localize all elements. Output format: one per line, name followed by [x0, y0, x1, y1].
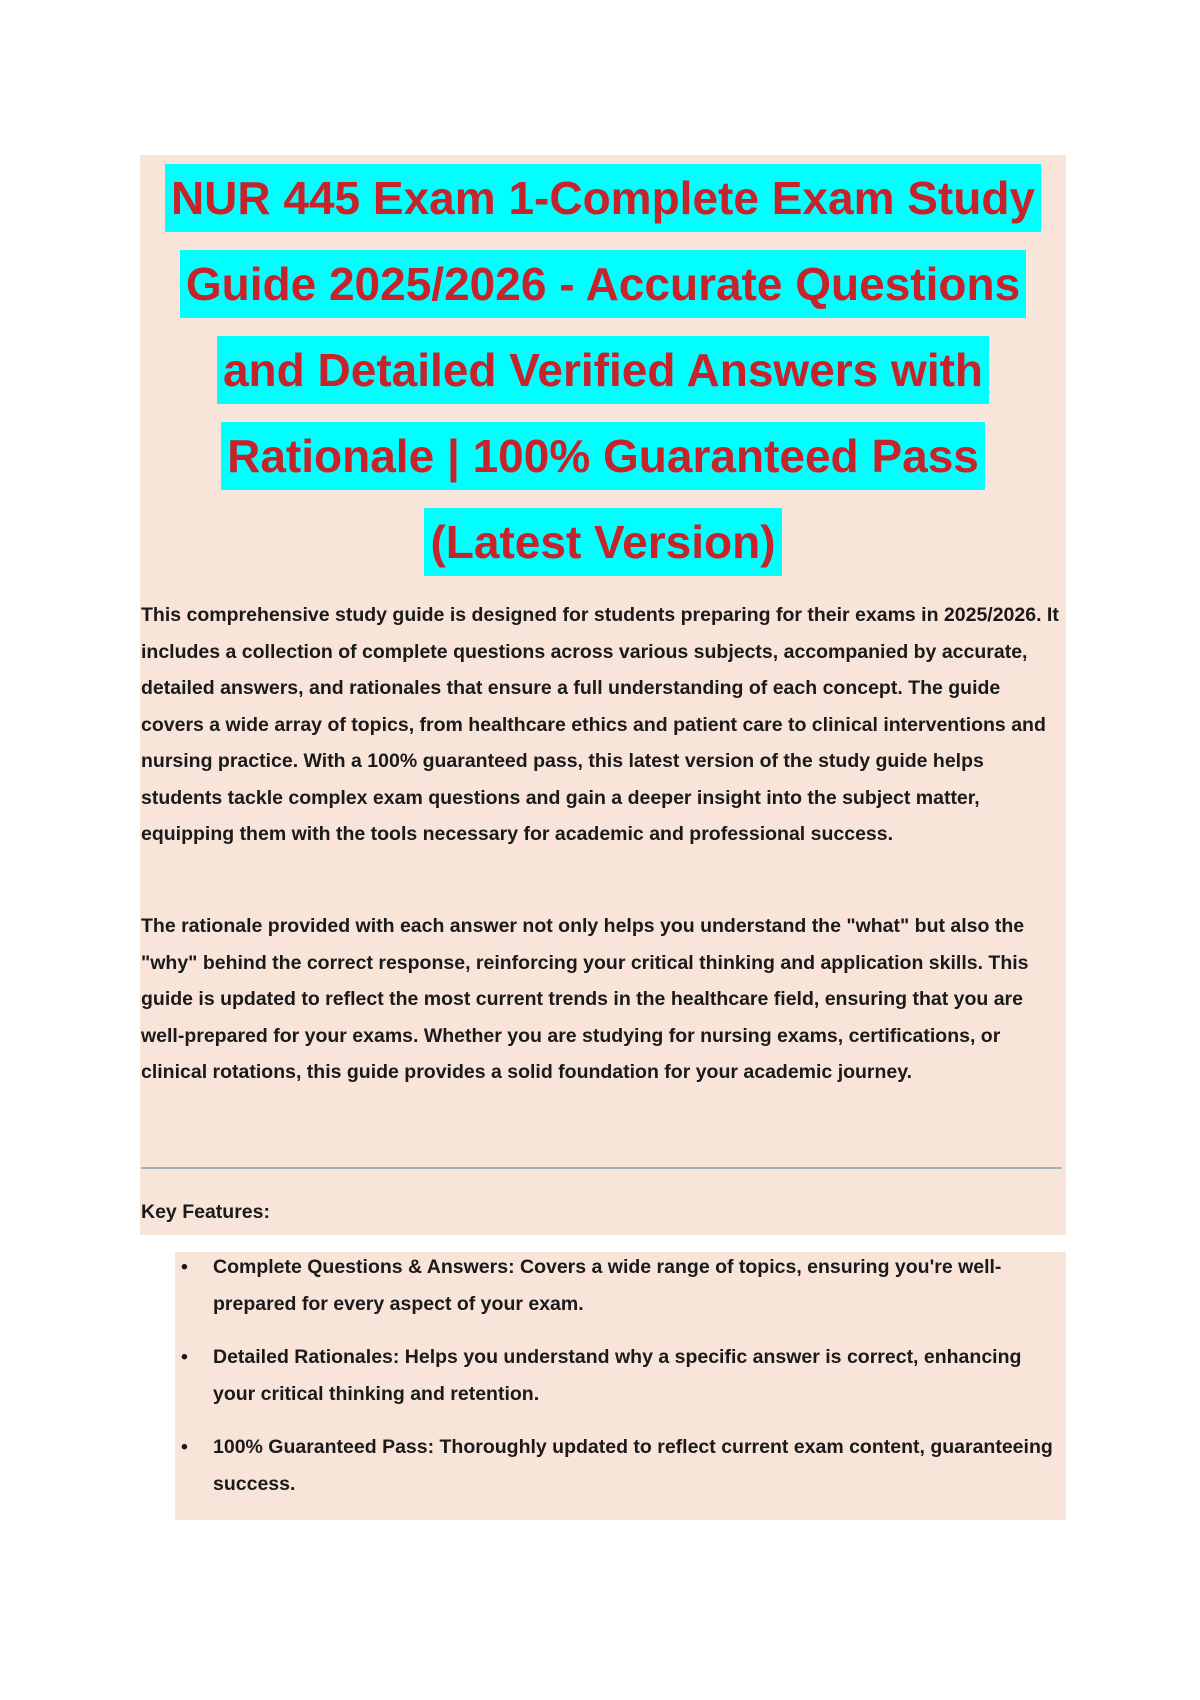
section-divider — [141, 1167, 1062, 1169]
rationale-paragraph: The rationale provided with each answer not only helps you understand the "what" but also the "why" behind the correct response, reinforcing your critical thinking and application skills. This guide is updated to reflect the most current trends in the healthcare field, ensuring that you are well-prepared for your exams. Whether you are studying for nursing exams, certifications, or clinical rotations, this guide provides a solid foundation for your academic journey. — [141, 915, 1029, 1083]
title-line: Rationale | 100% Guaranteed Pass — [221, 422, 985, 490]
list-item — [175, 1339, 1066, 1412]
bullet-icon: • — [181, 1346, 188, 1368]
feature-text: 100% Guaranteed Pass: Thoroughly updated to reflect current exam content, guaranteeing success. — [213, 1436, 1053, 1495]
intro-paragraph: This comprehensive study guide is designed for students preparing for their exams in 2025/2026. It includes a collection of complete questions across various subjects, accompanied by accurate, detailed answers, and rationales that ensure a full understanding of each concept. The guide covers a wide array of topics, from healthcare ethics and patient care to clinical interventions and nursing practice. With a 100% guaranteed pass, this latest version of the study guide helps students tackle complex exam questions and gain a deeper insight into the subject matter, equipping them with the tools necessary for academic and professional success. — [141, 604, 1059, 845]
key-features-list — [175, 1249, 1066, 1519]
list-item — [175, 1249, 1066, 1322]
key-features-heading: Key Features: — [141, 1201, 270, 1223]
bullet-icon: • — [181, 1256, 188, 1278]
title-line: (Latest Version) — [424, 508, 781, 576]
list-item — [175, 1429, 1066, 1502]
document-title — [140, 155, 1066, 585]
title-line: NUR 445 Exam 1-Complete Exam Study — [165, 164, 1041, 232]
feature-text: Detailed Rationales: Helps you understand why a specific answer is correct, enhancing your critical thinking and retention. — [213, 1346, 1022, 1405]
feature-text: Complete Questions & Answers: Covers a wide range of topics, ensuring you're well-prepared for every aspect of your exam. — [213, 1256, 1002, 1315]
title-line: and Detailed Verified Answers with — [217, 336, 989, 404]
title-line: Guide 2025/2026 - Accurate Questions — [180, 250, 1026, 318]
bullet-icon: • — [181, 1436, 188, 1458]
